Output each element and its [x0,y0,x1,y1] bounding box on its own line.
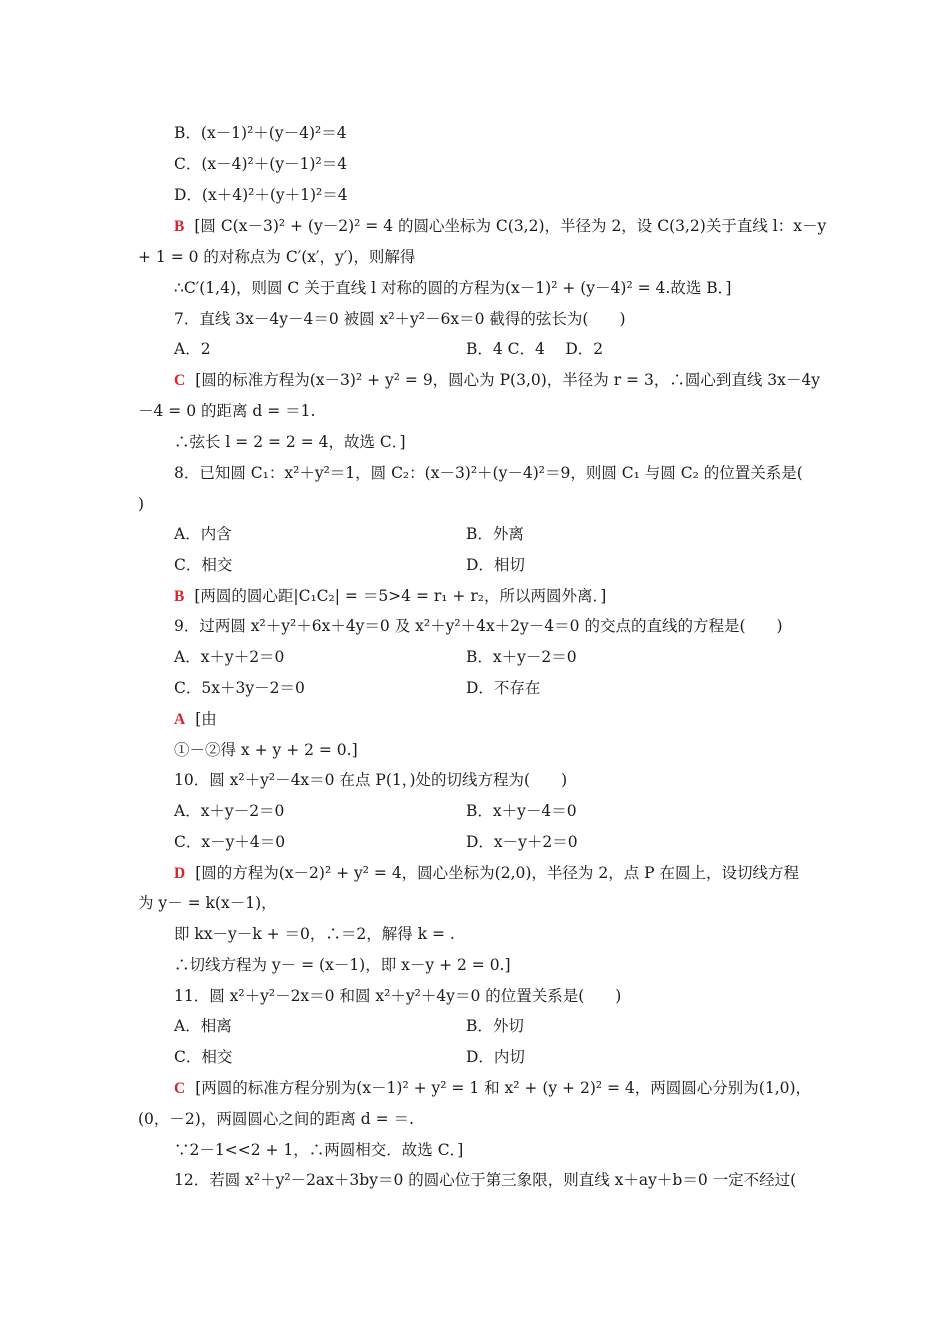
option-c-line: C．5x＋3y－2＝0 [174,679,305,697]
answer-letter: A [174,711,186,728]
explanation-line: ∴弦长 l = 2 = 2 = 4，故选 C．] [174,433,406,451]
question-12: 12．若圆 x²＋y²－2ax＋3by＝0 的圆心位于第三象限，则直线 x＋ay＋b＝0 一定不经过( [174,1171,797,1189]
option-c-line: C．x－y＋4＝0 [174,833,286,851]
answer-6-line: B [圆 C(x－3)² + (y－2)² = 4 的圆心坐标为 C(3,2)，半径为 2，设 C(3,2)关于直线 l：x－y [174,217,827,235]
answer-letter: C [174,1080,186,1097]
answer-9-line: A [由 [174,710,217,728]
option-c-line: C．(x－4)²＋(y－1)²＝4 [174,155,348,173]
option-d-line: D．x－y＋2＝0 [466,833,578,851]
option-a-line: A．内含 [174,525,232,543]
question-7: 7．直线 3x－4y－4＝0 被圆 x²＋y²－6x＝0 截得的弦长为( ) [174,310,626,328]
answer-letter: D [174,865,186,882]
option-a-line: A．2 [174,340,211,358]
option-d-line: D．相切 [466,556,525,574]
option-d-line: D．不存在 [466,679,541,697]
answer-10-line: D [圆的方程为(x－2)² + y² = 4，圆心坐标为(2,0)，半径为 2，点 P 在圆上，设切线方程 [174,864,799,882]
explanation-line: －4 = 0 的距离 d = ＝1. [138,402,316,420]
explanation-line: ①－②得 x + y + 2 = 0.] [174,741,358,759]
explanation-line: + 1 = 0 的对称点为 C′(x′，y′)，则解得 [138,248,416,266]
explanation-line: (0，－2)，两圆圆心之间的距离 d = ＝. [138,1110,414,1128]
explanation-line: 即 kx－y－k + ＝0，∴＝2，解得 k = . [174,925,455,943]
option-a-line: A．相离 [174,1017,232,1035]
answer-letter: C [174,372,186,389]
answer-8-line: B [两圆的圆心距|C₁C₂| = ＝5>4 = r₁ + r₂，所以两圆外离．] [174,587,607,605]
question-8: 8．已知圆 C₁：x²＋y²＝1，圆 C₂：(x－3)²＋(y－4)²＝9，则圆 C₁ 与圆 C₂ 的位置关系是( [174,464,803,482]
option-a-line: A．x＋y＋2＝0 [174,648,285,666]
question-11: 11．圆 x²＋y²－2x＝0 和圆 x²＋y²＋4y＝0 的位置关系是( ) [174,987,622,1005]
answer-11-line: C [两圆的标准方程分别为(x－1)² + y² = 1 和 x² + (y + 2)² = 4，两圆圆心分别为(1,0)， [174,1079,812,1097]
question-8-cont: ) [138,495,145,513]
option-b-line: B．外离 [466,525,524,543]
option-d-line: D．(x＋4)²＋(y＋1)²＝4 [174,186,348,204]
option-c-line: C．相交 [174,556,233,574]
option-b-line: B．x＋y－2＝0 [466,648,577,666]
explanation-line: ∴C′(1,4)，则圆 C 关于直线 l 对称的圆的方程为(x－1)² + (y－4)² = 4.故选 B．] [174,279,732,297]
answer-7-line: C [圆的标准方程为(x－3)² + y² = 9，圆心为 P(3,0)，半径为 r = 3，∴圆心到直线 3x－4y [174,371,820,389]
option-d-line: D．内切 [466,1048,525,1066]
option-a-line: A．x＋y－2＝0 [174,802,285,820]
explanation-line: 为 y－ = k(x－1)， [138,894,277,912]
explanation-line: ∴切线方程为 y－ = (x－1)，即 x－y + 2 = 0.] [174,956,511,974]
answer-letter: B [174,588,185,605]
option-b-line: B．外切 [466,1017,524,1035]
option-b-line: B．x＋y－4＝0 [466,802,577,820]
question-9: 9．过两圆 x²＋y²＋6x＋4y＝0 及 x²＋y²＋4x＋2y－4＝0 的交点的直线的方程是( ) [174,617,783,635]
option-bcd-line: B．4 C．4 D．2 [466,340,604,358]
explanation-line: ∵2－1<<2 + 1，∴两圆相交．故选 C．] [174,1141,464,1159]
question-10: 10．圆 x²＋y²－4x＝0 在点 P(1，)处的切线方程为( ) [174,771,568,789]
answer-letter: B [174,218,185,235]
option-b-line: B．(x－1)²＋(y－4)²＝4 [174,124,347,142]
option-c-line: C．相交 [174,1048,233,1066]
